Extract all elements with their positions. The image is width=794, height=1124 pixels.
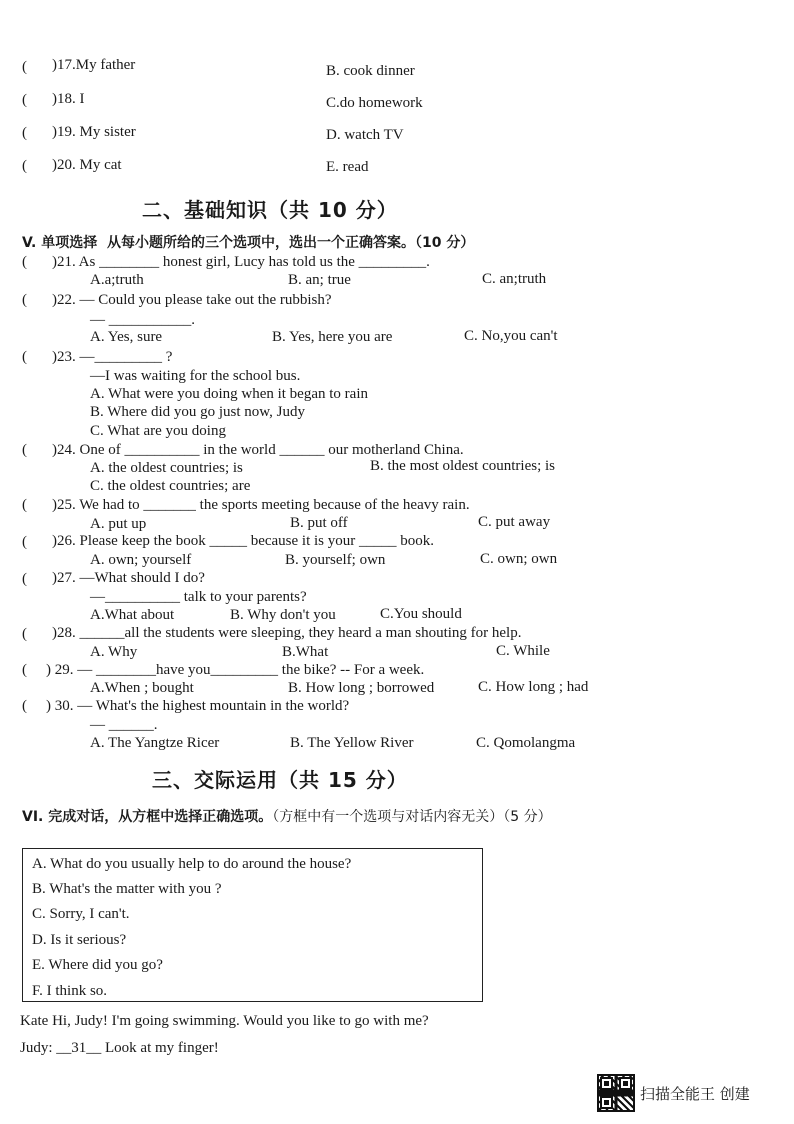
q29-option-c: C. How long ; had [478,679,589,695]
box-option-c: C. Sorry, I can't. [32,906,130,922]
q28-option-a: A. Why [90,644,138,660]
q22-option-c: C. No,you can't [464,328,558,344]
q21-option-c: C. an;truth [482,271,547,287]
match-item-18: )18. I [52,91,85,107]
q28-option-b: B.What [282,644,329,660]
paren: ( [22,497,27,513]
match-option-e: E. read [326,159,369,175]
q26-option-c: C. own; own [480,551,558,567]
instruction-title: V. 单项选择 [22,235,98,251]
q29-option-a: A.When ; bought [90,680,194,696]
q21-option-a: A.a;truth [90,272,144,288]
box-option-d: D. Is it serious? [32,932,127,948]
instruction-title: VI. 完成对话，从方框中选择正确选项。 [22,809,273,825]
paren: ( [22,534,27,550]
q30-stem: ) 30. — What's the highest mountain in the world? [46,698,350,714]
q27-option-a: A.What about [90,607,175,623]
q21-stem: )21. As ________ honest girl, Lucy has told us the _________. [52,254,430,270]
footer-watermark: 扫描全能王 创建 [640,1085,750,1103]
q24-stem: )24. One of __________ in the world ______ our motherland China. [52,442,464,458]
q21-option-b: B. an; true [288,272,351,288]
box-option-f: F. I think so. [32,983,108,999]
match-item-17: )17.My father [52,57,136,73]
box-option-e: E. Where did you go? [32,957,163,973]
q27-option-c: C.You should [380,606,462,622]
q26-option-b: B. yourself; own [285,552,386,568]
q25-option-c: C. put away [478,514,551,530]
q22-blank: — ___________. [90,312,195,328]
paren: ( [22,254,27,270]
q30-option-a: A. The Yangtze Ricer [90,735,220,751]
match-option-d: D. watch TV [326,127,404,143]
box-option-a: A. What do you usually help to do around the house? [32,856,352,872]
q23-option-c: C. What are you doing [90,423,226,439]
match-paren-17: ( [22,59,27,75]
qr-code-icon [597,1074,635,1112]
section2-instruction [22,232,474,252]
q24-option-b: B. the most oldest countries; is [370,458,555,474]
q24-option-c: C. the oldest countries; are [90,478,251,494]
q28-option-c: C. While [496,643,550,659]
q22-stem: )22. — Could you please take out the rubbish? [52,292,332,308]
q29-option-b: B. How long ; borrowed [288,680,435,696]
q30-option-c: C. Qomolangma [476,735,576,751]
q25-option-b: B. put off [290,515,348,531]
q23-reply: —I was waiting for the school bus. [90,368,301,384]
q23-stem: )23. —_________ ? [52,349,173,365]
match-item-19: )19. My sister [52,124,136,140]
match-paren-18: ( [22,92,27,108]
q25-stem: )25. We had to _______ the sports meeting because of the heavy rain. [52,497,470,513]
paren: ( [22,698,27,714]
q26-stem: )26. Please keep the book _____ because it is your _____ book. [52,533,435,549]
q27-option-b: B. Why don't you [230,607,336,623]
section3-heading: 三、交际运用（共 15 分） [152,768,408,792]
q27-stem: )27. —What should I do? [52,570,205,586]
match-paren-20: ( [22,158,27,174]
q27-reply: —__________ talk to your parents? [90,589,307,605]
section3-instruction [22,806,552,826]
q24-option-a: A. the oldest countries; is [90,460,243,476]
q26-option-a: A. own; yourself [90,552,192,568]
box-option-b: B. What's the matter with you ? [32,881,222,897]
q22-option-a: A. Yes, sure [90,329,163,345]
paren: ( [22,662,27,678]
q23-option-a: A. What were you doing when it began to rain [90,386,368,402]
q29-stem: ) 29. — ________have you_________ the bike? -- For a week. [46,662,425,678]
q30-option-b: B. The Yellow River [290,735,414,751]
q28-stem: )28. ______all the students were sleeping, they heard a man shouting for help. [52,625,522,641]
match-item-20: )20. My cat [52,157,122,173]
match-option-b: B. cook dinner [326,63,415,79]
q30-blank: — ______. [90,717,158,733]
paren: ( [22,571,27,587]
q23-option-b: B. Where did you go just now, Judy [90,404,305,420]
section2-heading: 二、基础知识（共 10 分） [142,198,398,222]
paren: ( [22,292,27,308]
match-option-c: C.do homework [326,95,423,111]
paren: ( [22,349,27,365]
q25-option-a: A. put up [90,516,147,532]
dialogue-line-1: Kate Hi, Judy! I'm going swimming. Would you like to go with me? [20,1013,429,1029]
instruction-body: 从每小题所给的三个选项中，选出一个正确答案。（10 分） [106,235,475,251]
dialogue-line-2: Judy: __31__ Look at my finger! [20,1040,219,1056]
paren: ( [22,626,27,642]
paren: ( [22,442,27,458]
instruction-body: （方框中有一个选项与对话内容无关）（5 分） [272,809,552,825]
match-paren-19: ( [22,125,27,141]
q22-option-b: B. Yes, here you are [272,329,393,345]
